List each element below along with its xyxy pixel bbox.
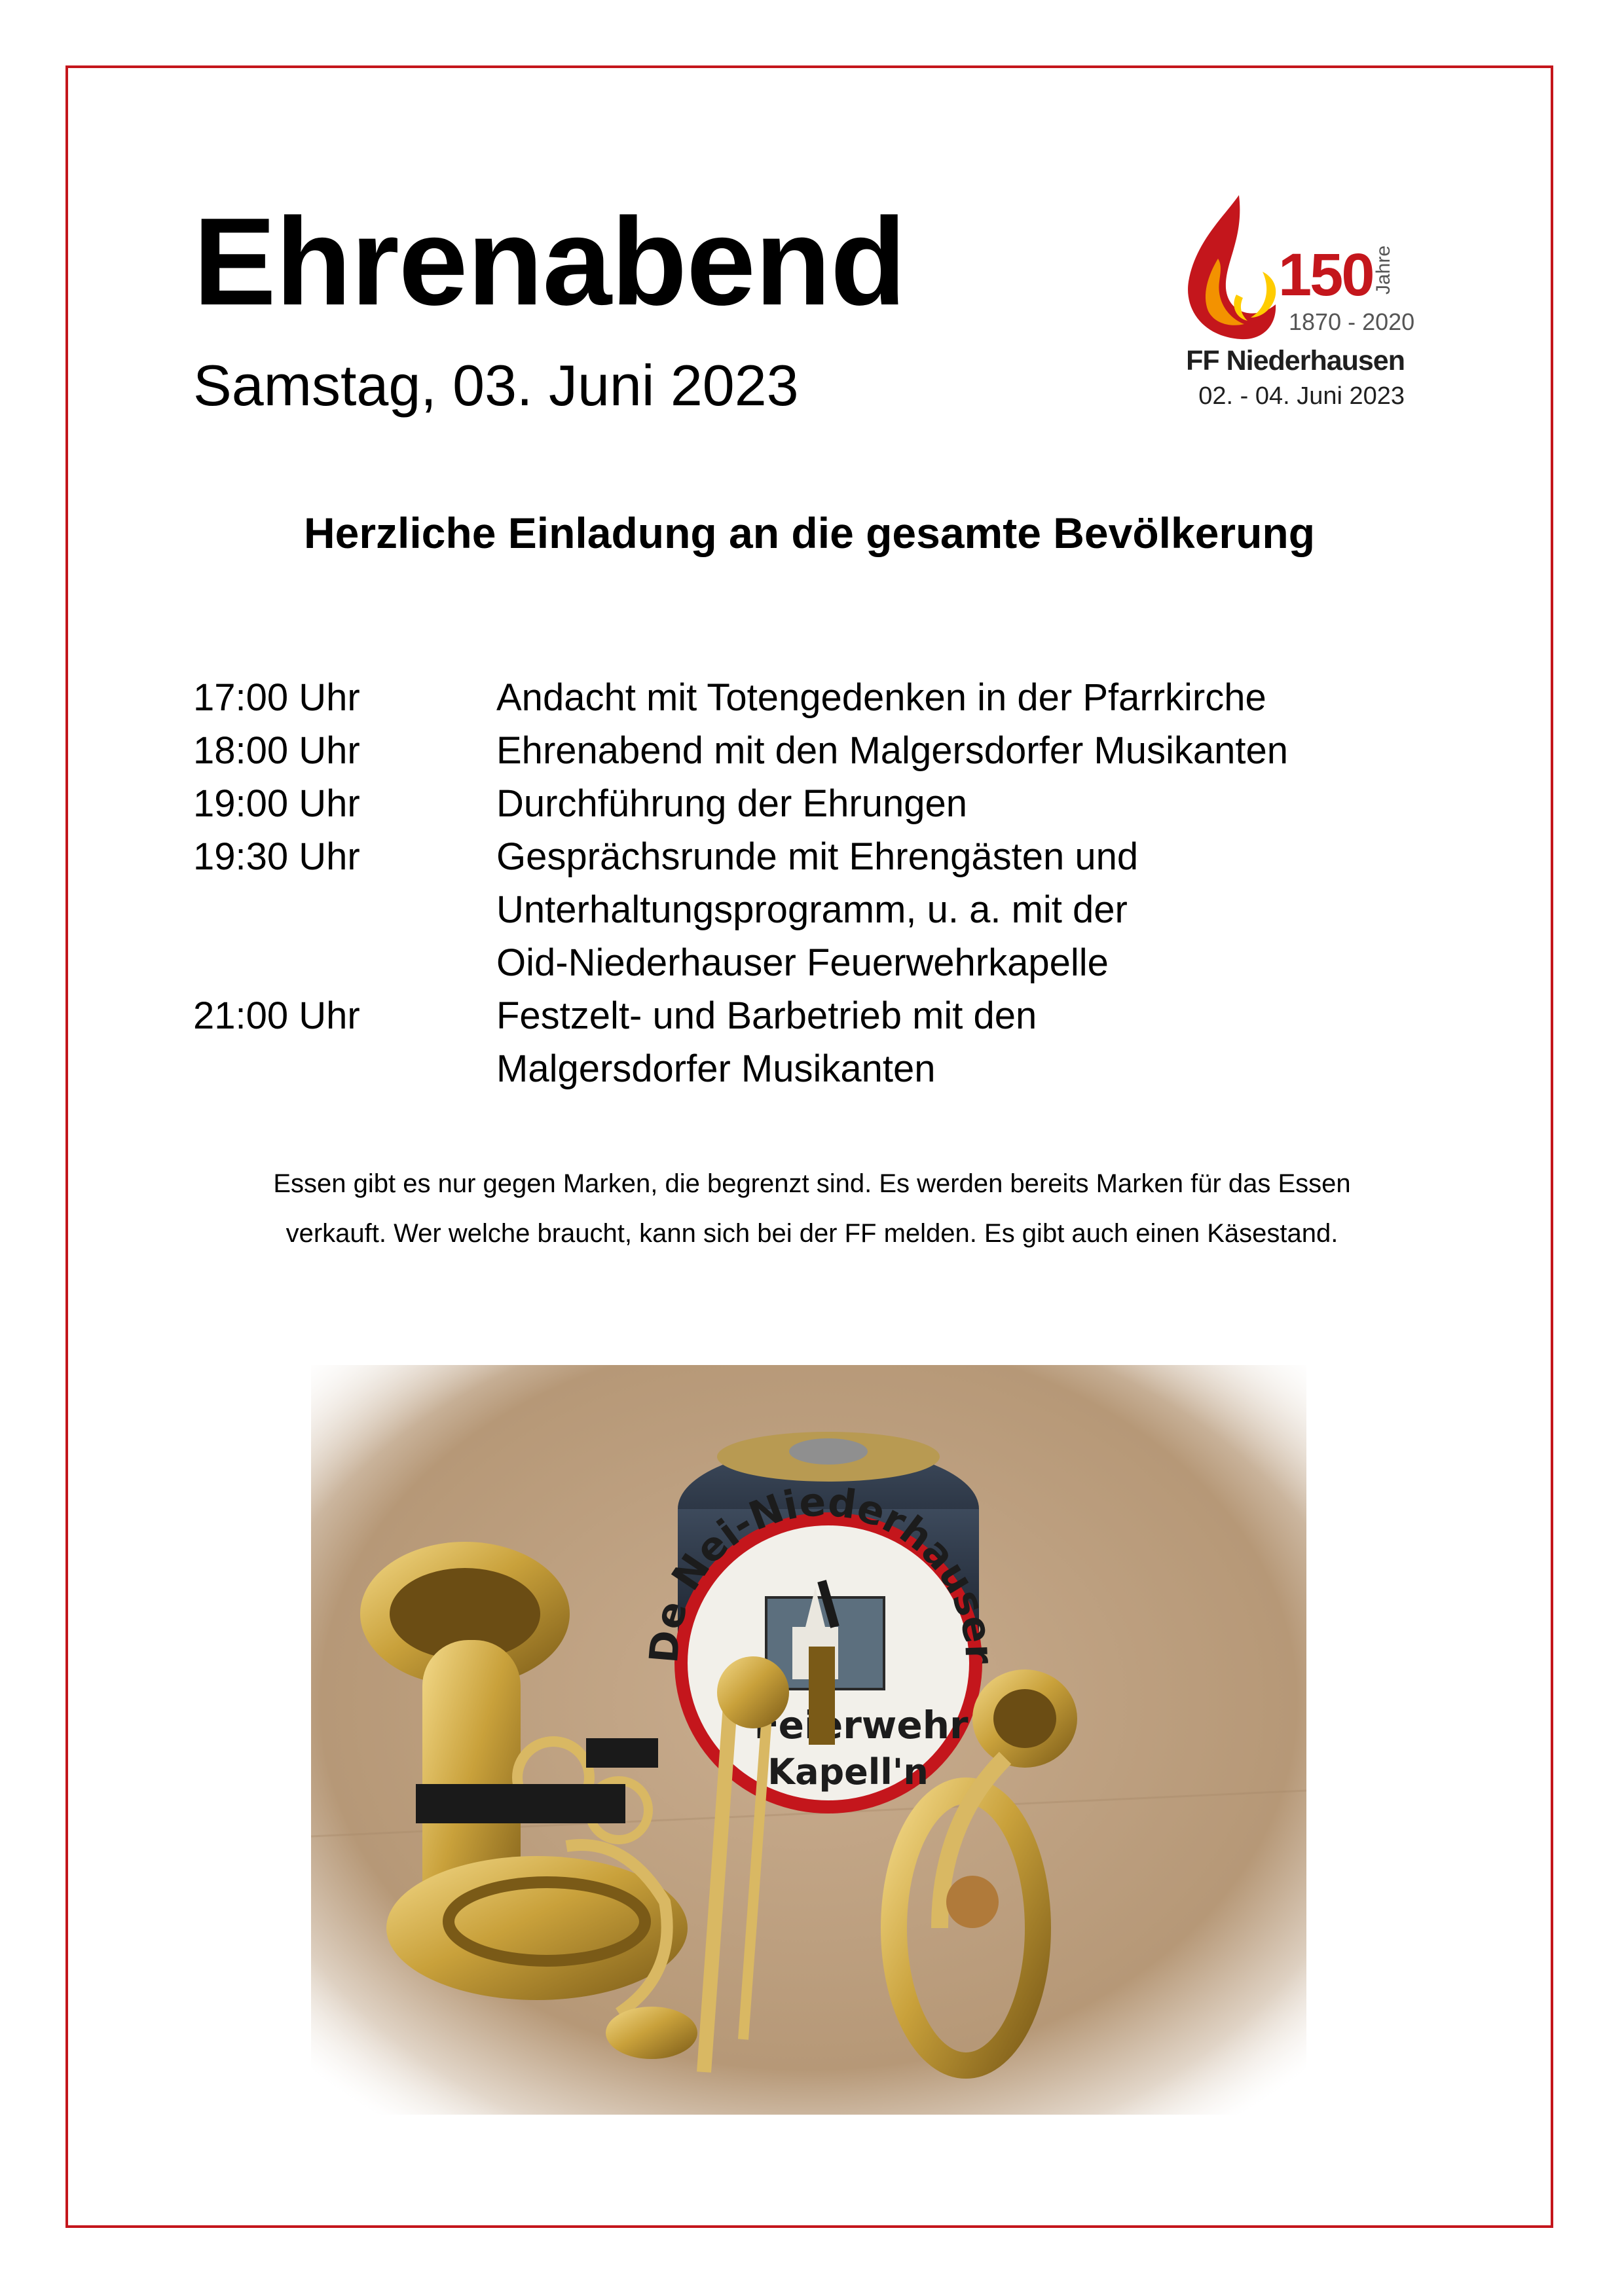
schedule-list bbox=[193, 671, 1470, 1095]
event-date: Samstag, 03. Juni 2023 bbox=[193, 353, 799, 418]
food-note-line: Essen gibt es nur gegen Marken, die begrenzt sind. Es werden bereits Marken für das Essen bbox=[273, 1169, 1351, 1198]
food-note-line: verkauft. Wer welche braucht, kann sich bei der FF melden. Es gibt auch einen Käsestand. bbox=[286, 1219, 1338, 1248]
schedule-row bbox=[193, 830, 1470, 989]
schedule-description: Ehrenabend mit den Malgersdorfer Musikanten bbox=[496, 729, 1288, 772]
schedule-time: 21:00 Uhr bbox=[193, 994, 360, 1037]
schedule-time: 17:00 Uhr bbox=[193, 676, 360, 719]
instruments-photo bbox=[311, 1365, 1306, 2115]
schedule-row bbox=[193, 777, 1470, 830]
logo-anniversary-number: 150 bbox=[1278, 242, 1373, 308]
invitation-heading: Herzliche Einladung an die gesamte Bevölkerung bbox=[303, 509, 1316, 557]
schedule-time: 18:00 Uhr bbox=[193, 729, 360, 772]
schedule-description: Durchführung der Ehrungen bbox=[496, 782, 968, 825]
logo-jahre-label: Jahre bbox=[1373, 245, 1394, 295]
food-note bbox=[131, 1159, 1493, 1258]
schedule-row bbox=[193, 989, 1470, 1095]
schedule-time: 19:30 Uhr bbox=[193, 835, 360, 878]
schedule-description: Andacht mit Totengedenken in der Pfarrkirche bbox=[496, 676, 1266, 719]
schedule-description: Festzelt- und Barbetrieb mit den Malgersdorfer Musikanten bbox=[496, 994, 1037, 1090]
logo-year-range: 1870 - 2020 bbox=[1289, 308, 1415, 335]
logo-organization: FF Niederhausen bbox=[1186, 345, 1405, 376]
schedule-time: 19:00 Uhr bbox=[193, 782, 360, 825]
schedule-row bbox=[193, 724, 1470, 777]
logo-event-dates: 02. - 04. Juni 2023 bbox=[1198, 382, 1405, 410]
schedule-description: Gesprächsrunde mit Ehrengästen und Unterhaltungsprogramm, u. a. mit der Oid-Niederhauser Feuerwehrkapelle bbox=[496, 835, 1139, 984]
page-title: Ehrenabend bbox=[193, 192, 906, 331]
anniversary-logo bbox=[1179, 190, 1441, 426]
schedule-row bbox=[193, 671, 1470, 724]
